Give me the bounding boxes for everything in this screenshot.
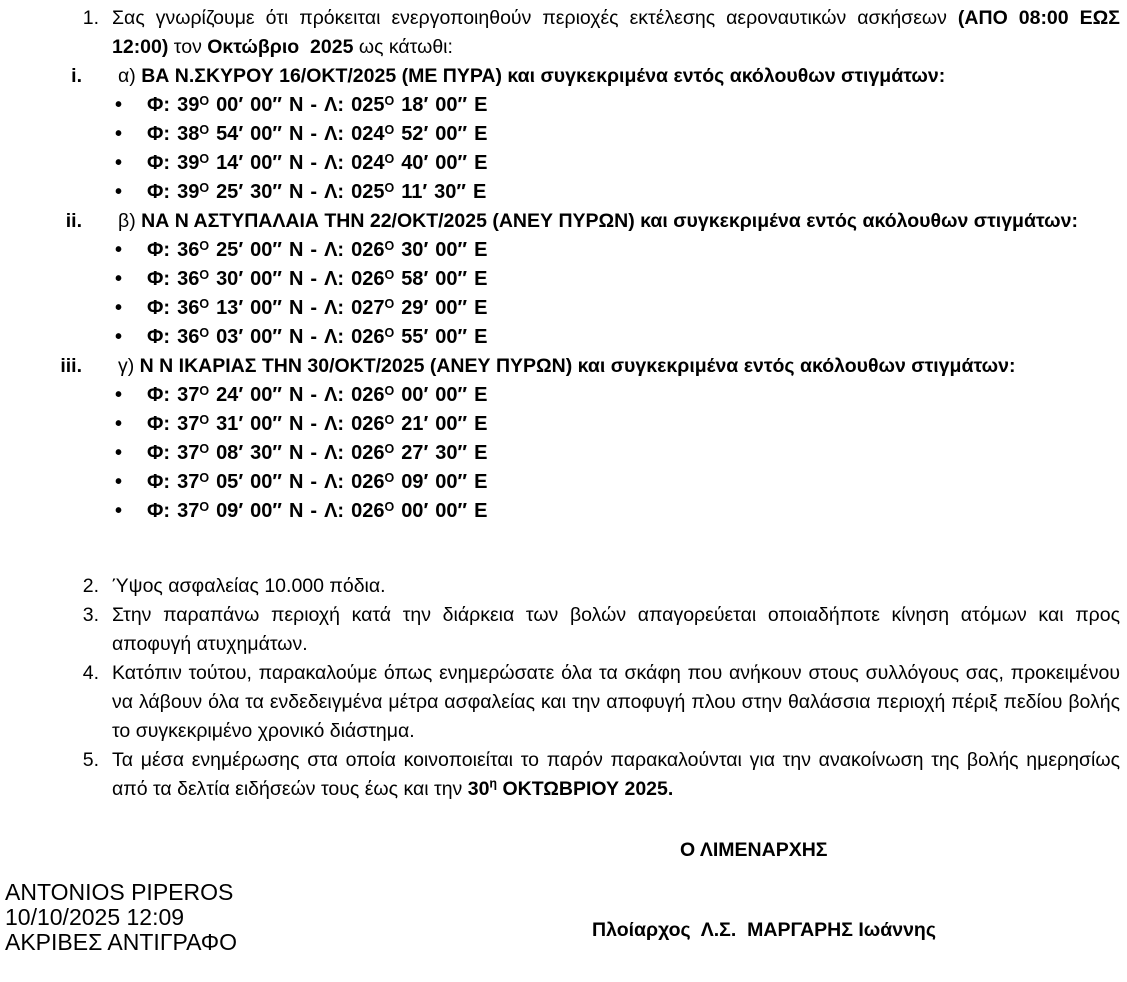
item-number: 3.: [82, 604, 99, 626]
list-item-3: [0, 601, 1127, 659]
letter-label: γ): [118, 355, 140, 377]
lat-label: Φ:: [147, 152, 171, 174]
lon-sec: 00: [435, 123, 458, 145]
coordinate-item: [0, 294, 1127, 323]
north-label: N: [288, 384, 304, 406]
lon-label: Λ:: [324, 94, 345, 116]
lat-sec: 00: [250, 326, 273, 348]
ordinal-suffix: η: [489, 776, 498, 791]
lat-min: 25: [216, 181, 239, 203]
subsection-header-iii: [0, 352, 1127, 381]
lon-label: Λ:: [324, 442, 345, 464]
item-1-text: [112, 4, 1120, 62]
second-mark: ′′: [272, 123, 282, 145]
lat-deg: 39: [177, 94, 200, 116]
text-segment: ως κάτωθι:: [353, 36, 453, 58]
lon-sec: 00: [435, 471, 458, 493]
letter-label: α): [118, 65, 142, 87]
coordinate-item: [0, 178, 1127, 207]
lon-min: 18: [401, 94, 424, 116]
text-segment-bold-hours: (ΑΠΟ 08:00 ΕΩΣ 12:00): [112, 7, 1120, 58]
notice-body: [0, 4, 1127, 804]
minute-mark: ′: [422, 181, 428, 203]
north-label: N: [288, 326, 304, 348]
lon-sec: 00: [435, 297, 458, 319]
lat-label: Φ:: [147, 181, 171, 203]
lat-min: 14: [216, 152, 239, 174]
item-number: 2.: [82, 575, 99, 597]
lat-sec: 00: [250, 471, 273, 493]
lon-min: 00: [401, 500, 424, 522]
north-label: N: [288, 297, 304, 319]
lat-sec: 00: [250, 123, 273, 145]
second-mark: ′′: [457, 123, 468, 145]
north-label: N: [288, 181, 304, 203]
dash: -: [310, 268, 318, 290]
lat-deg: 36: [177, 239, 200, 261]
lat-deg: 37: [177, 471, 200, 493]
minute-mark: ′: [238, 123, 244, 145]
coordinate-text: Φ: 39 $^O$ 00 ′ 00 ′′ N - Λ: 025 $^O$ 18 ′ 00 ′′ E: [147, 91, 487, 120]
minute-mark: ′: [238, 326, 244, 348]
lon-sec: 00: [435, 239, 458, 261]
lat-min: 25: [216, 239, 239, 261]
lat-min: 30: [216, 268, 239, 290]
coordinate-text: Φ: 36 $^O$ 25 ′ 00 ′′ N - Λ: 026 $^O$ 30 ′ 00 ′′ E: [147, 236, 487, 265]
item-4-text: Κατόπιν τούτου, παρακαλούμε όπως ενημερώσατε όλα τα σκάφη που ανήκουν στους συλλόγους σας, προκειμένου να λάβουν όλα τα ενδεδειγμένα μέτρα ασφαλείας και την αποφυγή πλου στην θαλάσσια περιοχή πέριξ πεδίου βολής το συγκεκριμένο χρονικό διάστημα.: [112, 662, 1120, 742]
lon-label: Λ:: [324, 123, 345, 145]
dash: -: [310, 297, 318, 319]
lon-deg: 025: [351, 94, 385, 116]
lat-label: Φ:: [147, 500, 171, 522]
lat-sec: 00: [250, 500, 273, 522]
roman-marker: i.: [71, 65, 82, 87]
second-mark: ′′: [272, 326, 282, 348]
lat-min: 09: [216, 500, 239, 522]
lat-deg: 36: [177, 268, 200, 290]
lon-label: Λ:: [324, 326, 345, 348]
east-label: E: [474, 413, 488, 435]
north-label: N: [288, 442, 304, 464]
second-mark: ′′: [457, 297, 468, 319]
lon-sec: 00: [435, 94, 458, 116]
coordinate-item: [0, 439, 1127, 468]
lat-min: 54: [216, 123, 239, 145]
bullet-icon: •: [115, 326, 123, 348]
lat-deg: 39: [177, 152, 200, 174]
east-label: E: [474, 94, 488, 116]
coordinate-text: Φ: 37 $^O$ 31 ′ 00 ′′ N - Λ: 026 $^O$ 21 ′ 00 ′′ E: [147, 410, 487, 439]
lat-label: Φ:: [147, 239, 171, 261]
lon-deg: 024: [351, 123, 385, 145]
north-label: N: [288, 239, 304, 261]
lat-min: 00: [216, 94, 239, 116]
lat-label: Φ:: [147, 384, 171, 406]
second-mark: ′′: [272, 268, 282, 290]
dash: -: [310, 239, 318, 261]
coordinate-item: [0, 236, 1127, 265]
minute-mark: ′: [423, 326, 429, 348]
minute-mark: ′: [423, 152, 429, 174]
minute-mark: ′: [238, 181, 244, 203]
bullet-icon: •: [115, 471, 123, 493]
lon-sec: 00: [435, 413, 458, 435]
lon-deg: 026: [351, 239, 385, 261]
second-mark: ′′: [272, 181, 282, 203]
second-mark: ′′: [272, 297, 282, 319]
lat-min: 03: [216, 326, 239, 348]
lon-deg: 026: [351, 442, 385, 464]
second-mark: ′′: [272, 471, 282, 493]
lon-deg: 027: [351, 297, 385, 319]
lon-min: 21: [401, 413, 424, 435]
roman-marker: iii.: [60, 355, 82, 377]
coordinate-item: [0, 497, 1127, 526]
dash: -: [310, 94, 318, 116]
lat-sec: 00: [250, 239, 273, 261]
lat-sec: 00: [250, 152, 273, 174]
second-mark: ′′: [272, 152, 282, 174]
lon-sec: 00: [435, 326, 458, 348]
north-label: N: [288, 152, 304, 174]
lat-sec: 00: [250, 384, 273, 406]
lon-label: Λ:: [324, 471, 345, 493]
coordinate-item: [0, 323, 1127, 352]
bullet-icon: •: [115, 123, 123, 145]
minute-mark: ′: [423, 384, 429, 406]
deadline-day: 30: [467, 778, 490, 800]
coordinate-text: Φ: 37 $^O$ 08 ′ 30 ′′ N - Λ: 026 $^O$ 27 ′ 30 ′′ E: [147, 439, 487, 468]
second-mark: ′′: [457, 94, 468, 116]
north-label: N: [288, 471, 304, 493]
signing-authority-title: Ο ΛΙΜΕΝΑΡΧΗΣ: [680, 839, 828, 861]
bullet-icon: •: [115, 413, 123, 435]
roman-marker: ii.: [65, 210, 82, 232]
lat-min: 24: [216, 384, 239, 406]
second-mark: ′′: [457, 471, 468, 493]
dash: -: [310, 123, 318, 145]
coordinate-text: Φ: 36 $^O$ 03 ′ 00 ′′ N - Λ: 026 $^O$ 55 ′ 00 ′′ E: [147, 323, 487, 352]
dash: -: [310, 326, 318, 348]
minute-mark: ′: [238, 413, 244, 435]
lat-deg: 36: [177, 326, 200, 348]
lat-min: 08: [216, 442, 239, 464]
lon-deg: 026: [351, 268, 385, 290]
east-label: E: [472, 181, 487, 203]
minute-mark: ′: [238, 152, 244, 174]
bullet-icon: •: [115, 239, 123, 261]
stamp-name: ANTONIOS PIPEROS: [5, 879, 234, 905]
second-mark: ′′: [457, 413, 468, 435]
minute-mark: ′: [423, 94, 429, 116]
list-item-1: [0, 4, 1127, 62]
lat-min: 31: [216, 413, 239, 435]
east-label: E: [474, 297, 488, 319]
lat-deg: 37: [177, 500, 200, 522]
dash: -: [310, 442, 318, 464]
lon-sec: 00: [435, 384, 458, 406]
coordinate-text: Φ: 37 $^O$ 09 ′ 00 ′′ N - Λ: 026 $^O$ 00 ′ 00 ′′ E: [147, 497, 487, 526]
lon-label: Λ:: [324, 239, 345, 261]
lon-label: Λ:: [324, 384, 345, 406]
lat-deg: 37: [177, 413, 200, 435]
subsection-title-text: ΝΑ Ν ΑΣΤΥΠΑΛΑΙΑ ΤΗΝ 22/ΟΚΤ/2025 (ΑΝΕΥ ΠΥΡΩΝ) και συγκεκριμένα εντός ακόλουθων στιγμάτων:: [141, 210, 1078, 232]
coordinate-item: [0, 149, 1127, 178]
coordinate-text: Φ: 37 $^O$ 05 ′ 00 ′′ N - Λ: 026 $^O$ 09 ′ 00 ′′ E: [147, 468, 487, 497]
lat-sec: 00: [250, 268, 273, 290]
item-3-text: Στην παραπάνω περιοχή κατά την διάρκεια των βολών απαγορεύεται οποιαδήποτε κίνηση ατόμων και προς αποφυγή ατυχημάτων.: [112, 604, 1120, 655]
subsection-title: [118, 62, 945, 91]
lat-deg: 36: [177, 297, 200, 319]
text-segment-bold-month: Οκτώβριο 2025: [207, 36, 354, 58]
coordinate-text: Φ: 38 $^O$ 54 ′ 00 ′′ N - Λ: 024 $^O$ 52 ′ 00 ′′ E: [147, 120, 487, 149]
deadline-month-year: ΟΚΤΩΒΡΙΟΥ 2025.: [497, 778, 674, 800]
item-2-text: Ύψος ασφαλείας 10.000 πόδια.: [112, 575, 386, 597]
north-label: N: [288, 413, 304, 435]
item-5-text: [112, 746, 1120, 804]
subsection-title: [118, 352, 1015, 381]
lat-deg: 37: [177, 442, 200, 464]
list-item-4: [0, 659, 1127, 746]
signer-name: Πλοίαρχος Λ.Σ. ΜΑΡΓΑΡΗΣ Ιωάννης: [592, 919, 936, 941]
minute-mark: ′: [423, 442, 429, 464]
lon-deg: 026: [351, 384, 385, 406]
stamp-certified-copy: ΑΚΡΙΒΕΣ ΑΝΤΙΓΡΑΦΟ: [5, 929, 238, 955]
coordinate-item: [0, 381, 1127, 410]
east-label: E: [474, 500, 488, 522]
lon-min: 40: [401, 152, 424, 174]
north-label: N: [288, 268, 304, 290]
lat-sec: 00: [250, 94, 273, 116]
lat-sec: 30: [250, 181, 273, 203]
subsection-title: [118, 207, 1078, 236]
lat-min: 13: [216, 297, 239, 319]
minute-mark: ′: [238, 500, 244, 522]
coordinate-list-i: [0, 91, 1127, 207]
second-mark: ′′: [272, 384, 282, 406]
coordinate-text: Φ: 37 $^O$ 24 ′ 00 ′′ N - Λ: 026 $^O$ 00 ′ 00 ′′ E: [147, 381, 487, 410]
lon-min: 09: [401, 471, 424, 493]
coordinate-item: [0, 265, 1127, 294]
dash: -: [310, 152, 318, 174]
bullet-icon: •: [115, 384, 123, 406]
north-label: N: [288, 94, 304, 116]
lon-deg: 026: [351, 471, 385, 493]
lon-deg: 026: [351, 326, 385, 348]
lat-label: Φ:: [147, 94, 171, 116]
bullet-icon: •: [115, 94, 123, 116]
second-mark: ′′: [457, 384, 468, 406]
minute-mark: ′: [423, 297, 429, 319]
minute-mark: ′: [238, 442, 244, 464]
second-mark: ′′: [272, 442, 282, 464]
bullet-icon: •: [115, 181, 123, 203]
stamp-datetime: 10/10/2025 12:09: [5, 904, 185, 930]
item-number: 4.: [82, 662, 99, 684]
lon-label: Λ:: [324, 152, 345, 174]
second-mark: ′′: [457, 268, 468, 290]
second-mark: ′′: [456, 181, 466, 203]
subsection-header-ii: [0, 207, 1127, 236]
coordinate-text: Φ: 36 $^O$ 30 ′ 00 ′′ N - Λ: 026 $^O$ 58 ′ 00 ′′ E: [147, 265, 487, 294]
dash: -: [310, 500, 318, 522]
lon-deg: 024: [351, 152, 385, 174]
second-mark: ′′: [457, 442, 468, 464]
list-item-5: [0, 746, 1127, 804]
minute-mark: ′: [423, 471, 429, 493]
east-label: E: [474, 384, 488, 406]
bullet-icon: •: [115, 442, 123, 464]
minute-mark: ′: [238, 471, 244, 493]
lon-label: Λ:: [324, 297, 345, 319]
subsection-title-text: Ν Ν ΙΚΑΡΙΑΣ ΤΗΝ 30/ΟΚΤ/2025 (ΑΝΕΥ ΠΥΡΩΝ) και συγκεκριμένα εντός ακόλουθων στιγμάτων:: [139, 355, 1016, 377]
lat-sec: 30: [250, 442, 273, 464]
lon-sec: 30: [434, 181, 457, 203]
minute-mark: ′: [423, 123, 429, 145]
bullet-icon: •: [115, 152, 123, 174]
second-mark: ′′: [272, 94, 282, 116]
minute-mark: ′: [238, 384, 244, 406]
lon-label: Λ:: [324, 500, 345, 522]
lon-deg: 026: [351, 500, 385, 522]
lon-min: 00: [401, 384, 424, 406]
lon-min: 52: [401, 123, 424, 145]
dash: -: [310, 384, 318, 406]
lon-sec: 00: [435, 268, 458, 290]
subsection-title-text: ΒΑ Ν.ΣΚΥΡΟΥ 16/ΟΚΤ/2025 (ΜΕ ΠΥΡΑ) και συγκεκριμένα εντός ακόλουθων στιγμάτων:: [141, 65, 946, 87]
bullet-icon: •: [115, 297, 123, 319]
coordinate-list-iii: [0, 381, 1127, 526]
minute-mark: ′: [238, 239, 244, 261]
lat-min: 05: [216, 471, 239, 493]
lon-min: 29: [401, 297, 424, 319]
second-mark: ′′: [272, 239, 282, 261]
lon-sec: 00: [435, 500, 458, 522]
minute-mark: ′: [238, 94, 244, 116]
bullet-icon: •: [115, 268, 123, 290]
east-label: E: [474, 152, 488, 174]
lat-label: Φ:: [147, 123, 171, 145]
bullet-icon: •: [115, 500, 123, 522]
lon-deg: 026: [351, 413, 385, 435]
lat-label: Φ:: [147, 268, 171, 290]
east-label: E: [474, 123, 488, 145]
lat-deg: 37: [177, 384, 200, 406]
coordinate-item: [0, 91, 1127, 120]
letter-label: β): [118, 210, 142, 232]
second-mark: ′′: [272, 500, 282, 522]
second-mark: ′′: [457, 239, 468, 261]
coordinate-item: [0, 410, 1127, 439]
lon-min: 27: [401, 442, 424, 464]
lon-sec: 30: [435, 442, 458, 464]
lat-label: Φ:: [147, 297, 171, 319]
second-mark: ′′: [272, 413, 282, 435]
lon-min: 58: [401, 268, 424, 290]
lat-deg: 39: [177, 181, 200, 203]
lon-label: Λ:: [324, 181, 345, 203]
lon-min: 55: [401, 326, 424, 348]
lat-label: Φ:: [147, 442, 171, 464]
coordinate-text: Φ: 36 $^O$ 13 ′ 00 ′′ N - Λ: 027 $^O$ 29 ′ 00 ′′ E: [147, 294, 487, 323]
lon-min: 11: [401, 181, 423, 203]
lon-label: Λ:: [324, 413, 345, 435]
text-segment: τον: [168, 36, 208, 58]
lat-label: Φ:: [147, 326, 171, 348]
second-mark: ′′: [457, 500, 468, 522]
coordinate-text: Φ: 39 $^O$ 25 ′ 30 ′′ N - Λ: 025 $^O$ 11 ′ 30 ′′ E: [147, 178, 486, 207]
east-label: E: [474, 326, 488, 348]
coordinate-text: Φ: 39 $^O$ 14 ′ 00 ′′ N - Λ: 024 $^O$ 40 ′ 00 ′′ E: [147, 149, 487, 178]
dash: -: [310, 181, 318, 203]
minute-mark: ′: [238, 268, 244, 290]
subsection-header-i: [0, 62, 1127, 91]
dash: -: [310, 413, 318, 435]
item-number: 1.: [82, 7, 99, 29]
lat-deg: 38: [177, 123, 200, 145]
lat-label: Φ:: [147, 413, 171, 435]
east-label: E: [474, 268, 488, 290]
coordinate-item: [0, 120, 1127, 149]
lat-sec: 00: [250, 413, 273, 435]
minute-mark: ′: [423, 268, 429, 290]
second-mark: ′′: [457, 326, 468, 348]
north-label: N: [288, 500, 304, 522]
text-segment: Σας γνωρίζουμε ότι πρόκειται ενεργοποιηθούν περιοχές εκτέλεσης αεροναυτικών ασκήσεων: [112, 7, 958, 29]
lat-label: Φ:: [147, 471, 171, 493]
east-label: E: [474, 471, 488, 493]
lon-label: Λ:: [324, 268, 345, 290]
minute-mark: ′: [423, 500, 429, 522]
east-label: E: [474, 239, 488, 261]
lon-deg: 025: [351, 181, 385, 203]
lat-sec: 00: [250, 297, 273, 319]
minute-mark: ′: [423, 239, 429, 261]
lon-sec: 00: [435, 152, 458, 174]
dash: -: [310, 471, 318, 493]
minute-mark: ′: [423, 413, 429, 435]
coordinate-list-ii: [0, 236, 1127, 352]
minute-mark: ′: [238, 297, 244, 319]
second-mark: ′′: [457, 152, 468, 174]
north-label: N: [288, 123, 304, 145]
text-segment: Τα μέσα ενημέρωσης στα οποία κοινοποιείται το παρόν παρακαλούνται για την ανακοίνωση της βολής ημερησίως από τα δελτία ειδήσεών τους έως και την: [112, 749, 1120, 800]
coordinate-item: [0, 468, 1127, 497]
item-number: 5.: [82, 749, 99, 771]
digital-signature-stamp: [5, 880, 237, 955]
lon-min: 30: [401, 239, 424, 261]
east-label: E: [474, 442, 488, 464]
list-item-2: [0, 572, 1127, 601]
